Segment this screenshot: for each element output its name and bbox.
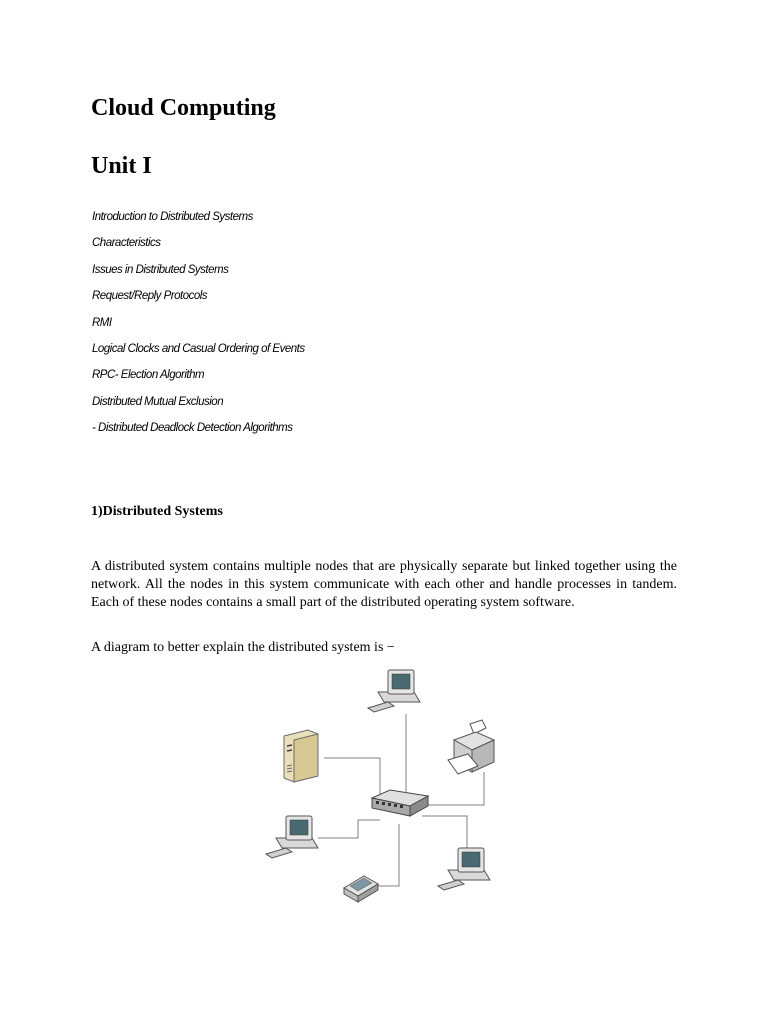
topic-item: RMI [92,316,112,329]
link-computer-right [422,816,467,852]
topic-item: Request/Reply Protocols [92,290,208,303]
link-printer [422,772,484,805]
computer-left-icon [266,816,318,858]
link-scanner [374,824,399,886]
network-hub-icon [372,790,428,816]
printer-icon [448,720,494,774]
document-title: Cloud Computing [91,95,276,121]
topic-item: Issues in Distributed Systems [92,263,229,276]
topic-item: Introduction to Distributed Systems [92,211,253,223]
link-computer-left [318,820,380,838]
body-paragraph: A distributed system contains multiple nodes that are physically separate but linked together using the network. All the nodes in this system communicate with each other and handle processes in tandem. Each of these nodes contains a small part of the distributed operating system software. [91,559,677,610]
topic-list [92,209,305,447]
diagram-intro: A diagram to better explain the distributed system is − [91,640,395,655]
topic-item: - Distributed Deadlock Detection Algorithms [92,422,293,435]
link-server [324,758,380,794]
computer-top-icon [368,670,420,712]
unit-heading: Unit I [91,153,152,179]
computer-right-icon [438,848,490,890]
topic-item: RPC- Election Algorithm [92,369,205,382]
network-diagram [262,662,506,914]
topic-item: Logical Clocks and Casual Ordering of Events [92,342,305,355]
section-heading: 1)Distributed Systems [91,504,223,519]
scanner-icon [344,876,378,902]
server-icon [284,730,318,782]
topic-item: Characteristics [92,237,161,250]
topic-item: Distributed Mutual Exclusion [92,395,224,408]
